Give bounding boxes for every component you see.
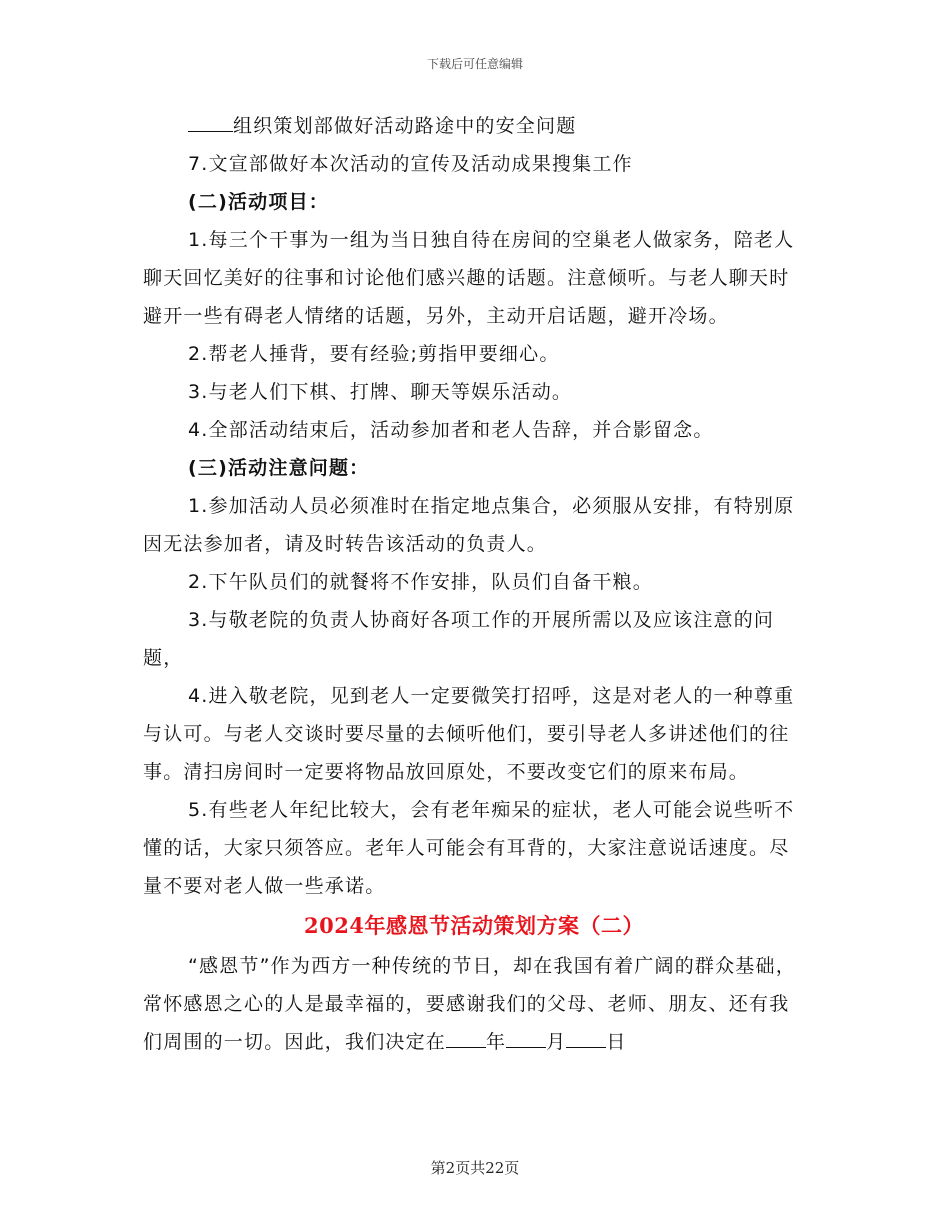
fill-blank — [506, 1029, 546, 1048]
list-item: 5.有些老人年纪比较大，会有老年痴呆的症状，老人可能会说些听不懂的话，大家只须答应。老年人可能会有耳背的，大家注意说话速度。尽量不要对老人做一些承诺。 — [143, 799, 795, 897]
list-item: 1.参加活动人员必须准时在指定地点集合，必须服从安排，有特别原因无法参加者，请及时转告该活动的负责人。 — [143, 495, 795, 555]
list-item: 4.全部活动结束后，活动参加者和老人告辞，并合影留念。 — [188, 419, 714, 441]
section-title: 2024年感恩节活动策划方案（二） — [304, 913, 644, 938]
paragraph: 7.文宣部做好本次活动的宣传及活动成果搜集工作 — [188, 153, 633, 175]
list-item: 3.与敬老院的负责人协商好各项工作的开展所需以及应该注意的问题， — [143, 609, 775, 669]
list-item: 4.进入敬老院，见到老人一定要微笑打招呼，这是对老人的一种尊重与认可。与老人交谈时要尽量的去倾听他们，要引导老人多讲述他们的往事。清扫房间时一定要将物品放回原处，不要改变它们的原来布局。 — [143, 685, 795, 783]
fill-blank — [446, 1029, 486, 1048]
subheading-activities: (二)活动项目： — [188, 191, 329, 213]
paragraph-intro: “感恩节”作为西方一种传统的节日，却在我国有着广阔的群众基础，常怀感恩之心的人是最幸福的，要感谢我们的父母、老师、朋友、还有我们周围的一切。因此，我们决定在 年 月 日 — [143, 955, 796, 1053]
page-header: 下载后可任意编辑 — [426, 57, 523, 71]
paragraph: 组织策划部做好活动路途中的安全问题 — [143, 107, 805, 145]
subheading-notes: (三)活动注意问题： — [188, 457, 370, 479]
fill-blank — [566, 1029, 606, 1048]
list-item: 2.下午队员们的就餐将不作安排，队员们自备干粮。 — [188, 571, 653, 593]
list-item: 1.每三个干事为一组为当日独自待在房间的空巢老人做家务，陪老人聊天回忆美好的往事和讨论他们感兴趣的话题。注意倾听。与老人聊天时避开一些有碍老人情绪的话题，另外，主动开启话题，避开冷场。 — [143, 229, 795, 327]
list-item: 3.与老人们下棋、打牌、聊天等娱乐活动。 — [188, 381, 573, 403]
list-item: 2.帮老人捶背，要有经验;剪指甲要细心。 — [188, 343, 560, 365]
page-footer: 第2页共22页 — [430, 1159, 520, 1177]
fill-blank — [188, 113, 233, 132]
document-body — [143, 107, 805, 1061]
